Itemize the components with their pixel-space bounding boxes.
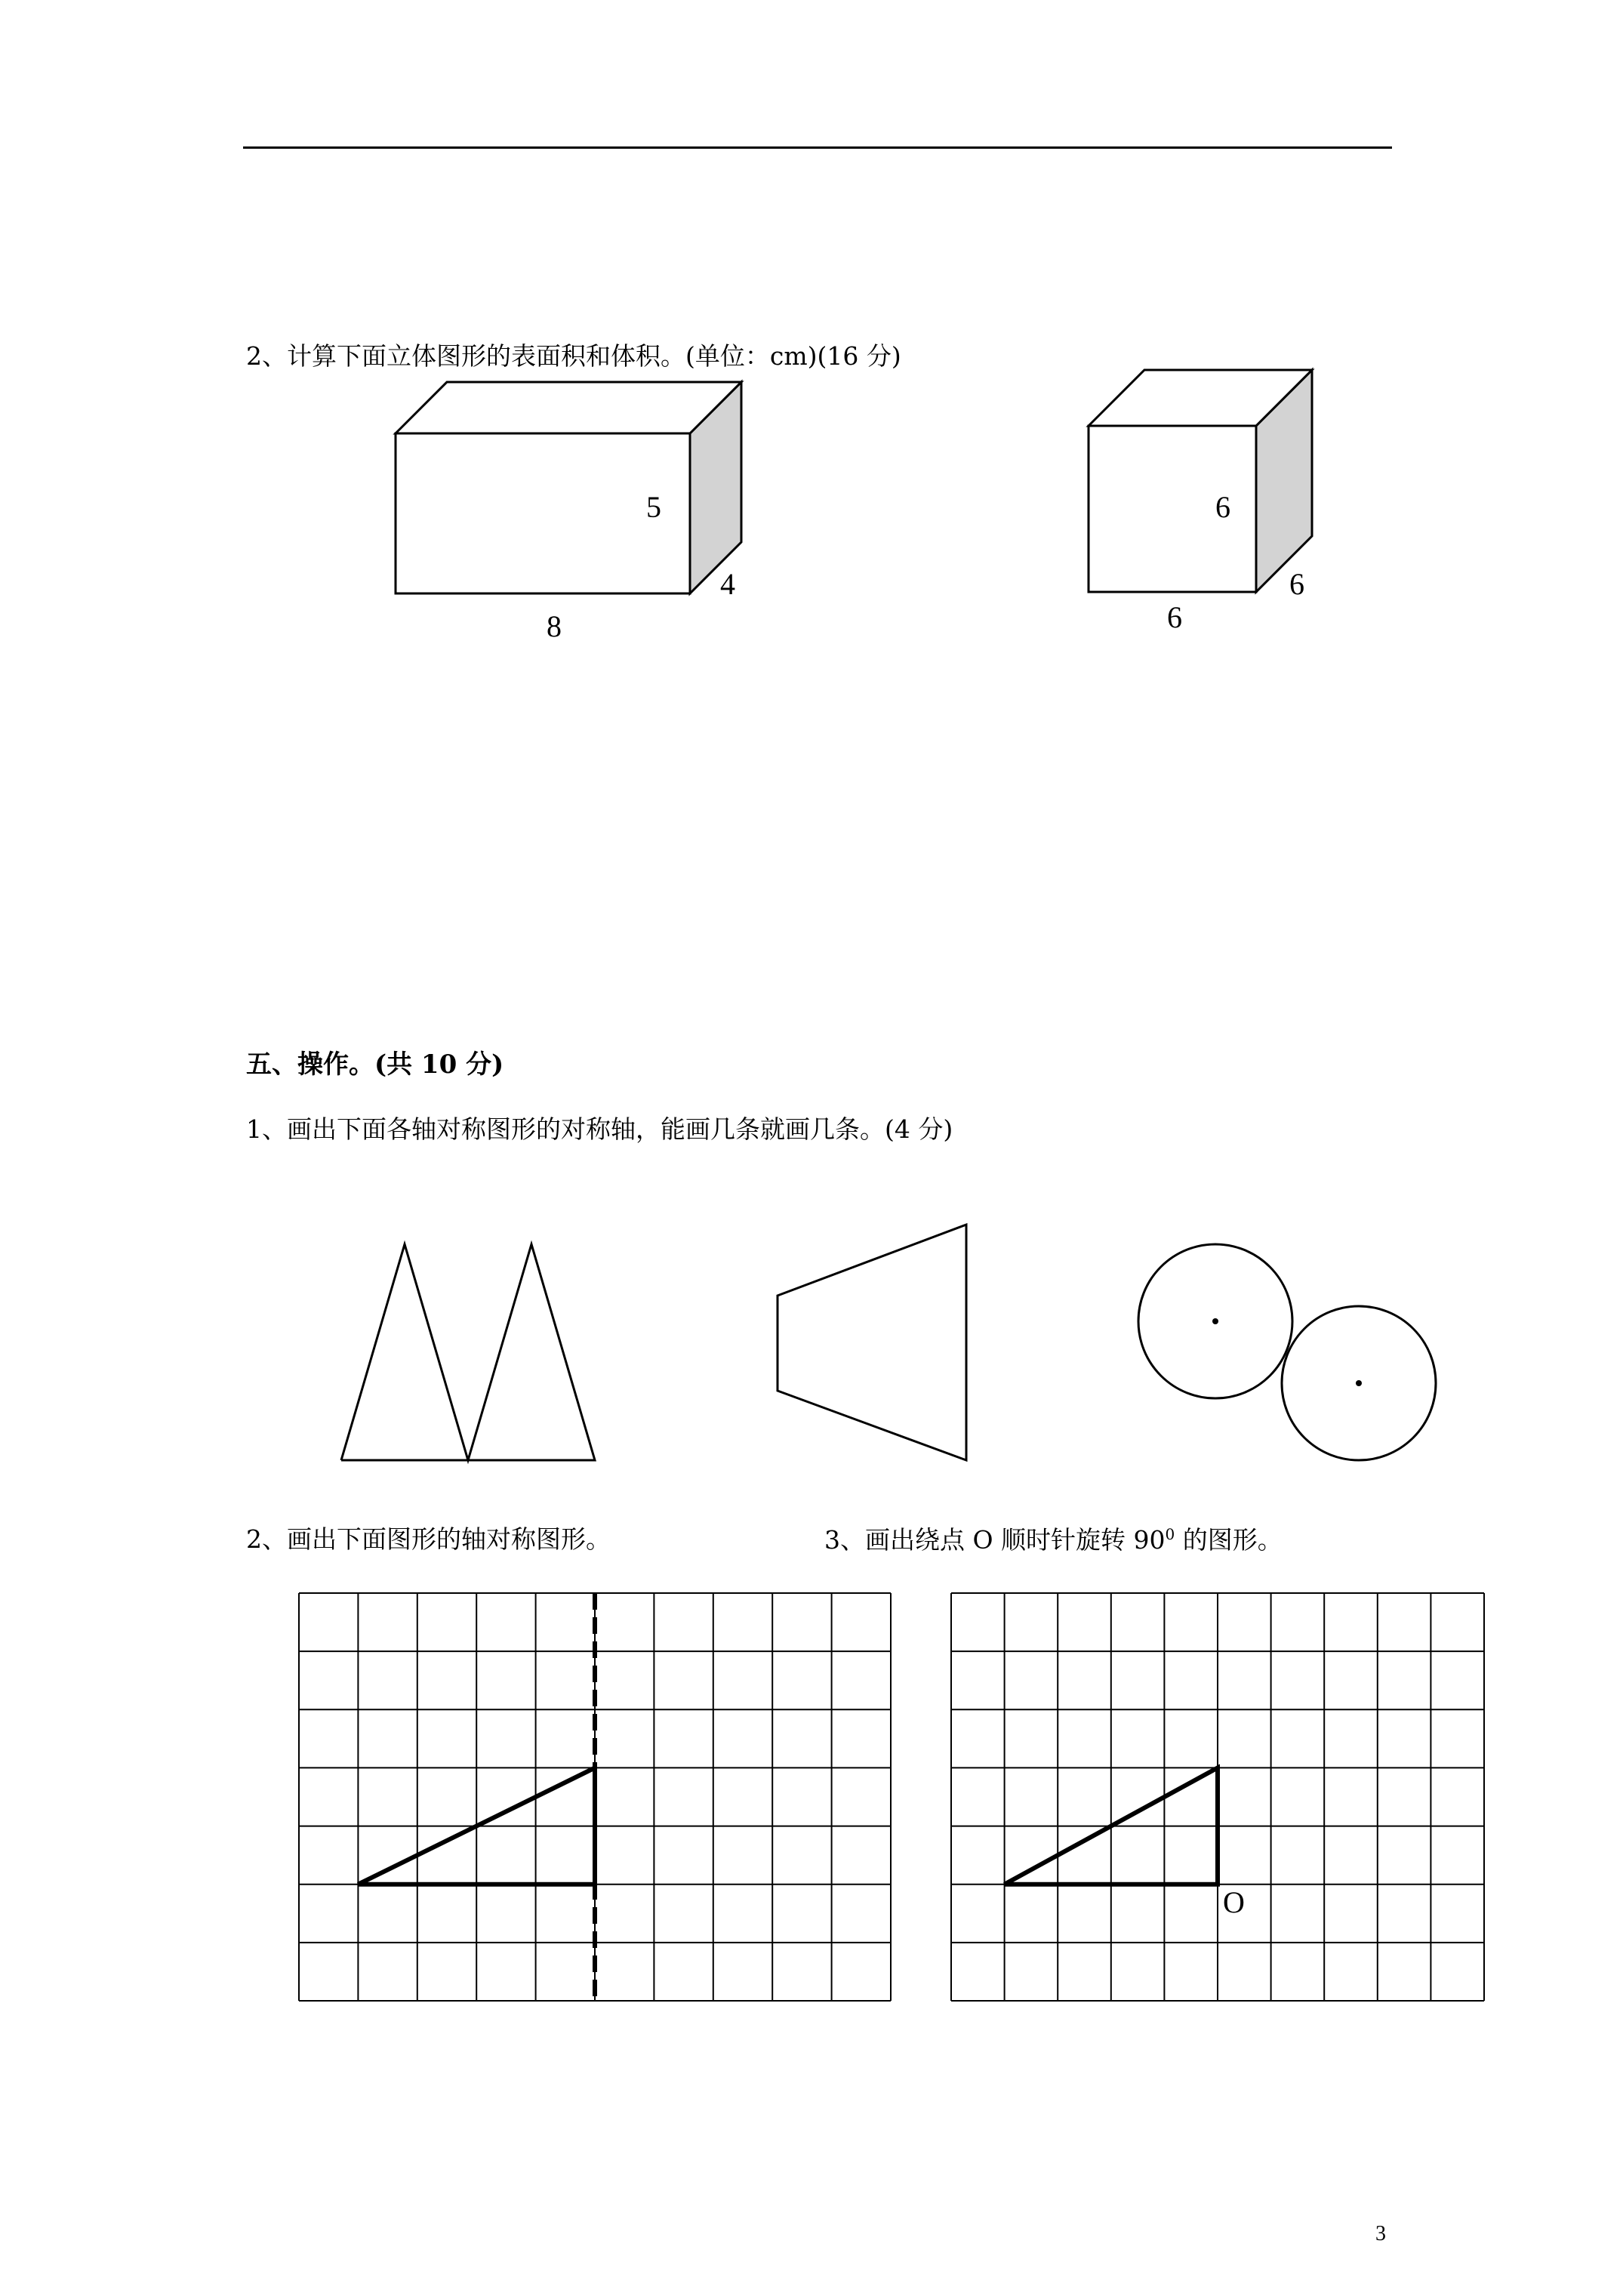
cube-depth-label: 6 [1289,567,1304,601]
cuboid-height-label: 5 [646,490,661,524]
cube-height-label: 6 [1215,490,1230,524]
rotation-grid [951,1593,1484,2001]
cube-length-label: 6 [1167,600,1182,634]
section-5-title: 五、操作。(共 10 分) [246,1049,504,1080]
cuboid-length-label: 8 [547,609,562,643]
question-4-2-text: 2、计算下面立体图形的表面积和体积。(单位：cm)(16 分) [246,341,901,371]
question-5-1-text: 1、画出下面各轴对称图形的对称轴，能画几条就画几条。(4 分) [246,1114,953,1144]
rotation-point-label: O [1223,1885,1245,1919]
cuboid-depth-label: 4 [720,567,735,601]
question-5-3-text: 3、画出绕点 O 顺时针旋转 $90^0$ 的图形。 [824,1525,1283,1555]
reflection-grid [299,1593,891,2001]
question-5-2-text: 2、画出下面图形的轴对称图形。 [246,1524,611,1554]
page-number: 3 [1375,2222,1386,2245]
